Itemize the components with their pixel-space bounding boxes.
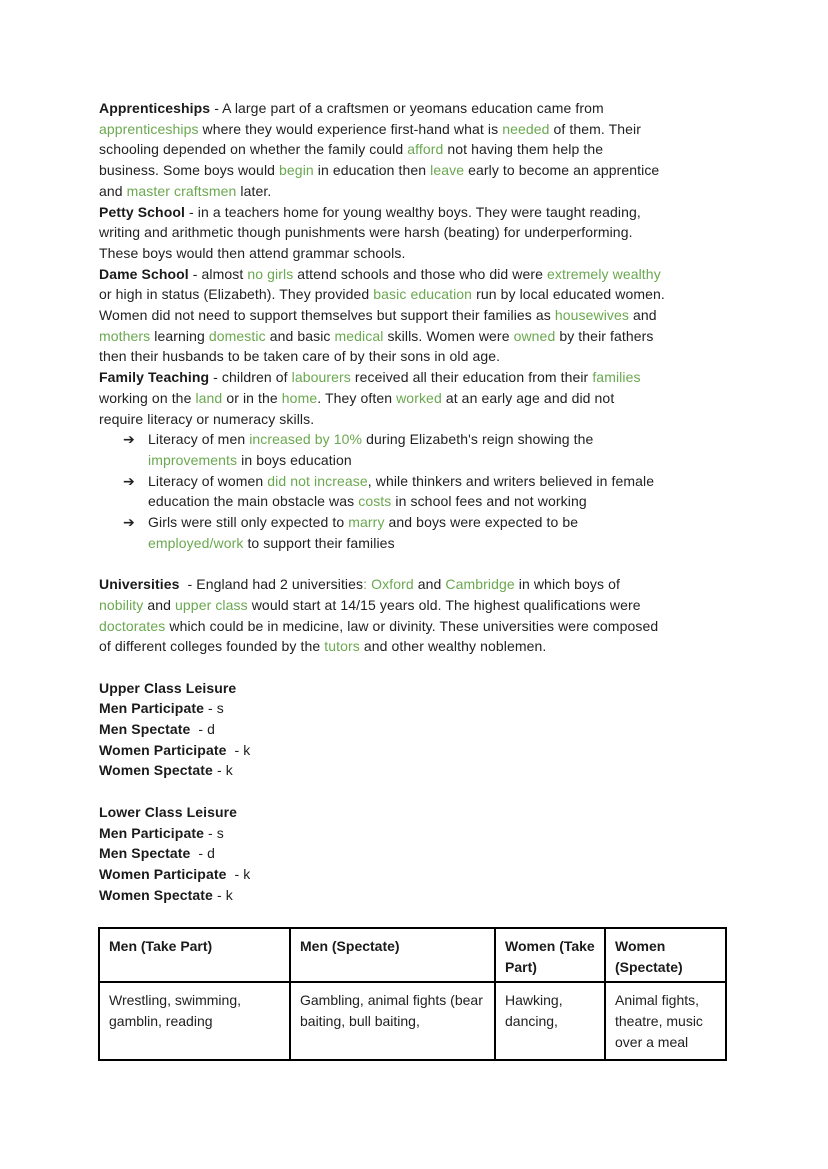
text-segment: - s [203,824,224,841]
text-segment: - in a teachers home for young wealthy boys. They were taught reading, [185,203,641,220]
text-segment: then their husbands to be taken care of by their sons in old age. [99,348,501,365]
apprenticeships-paragraph [99,98,729,202]
text-line [99,367,729,388]
text-line [99,533,729,554]
text-segment: not having them help the [443,141,604,158]
text-line [99,823,729,844]
text-line [99,616,729,637]
text-segment: - d [190,721,216,738]
text-segment: Women did not need to support themselves but support their families as [99,307,555,324]
literacy-bullet-list [99,429,729,553]
text-segment: - k [226,741,251,758]
text-segment: Upper Class Leisure [99,679,237,696]
table-header-row [99,928,726,982]
bullet-list-item [99,512,729,553]
text-segment: attend schools and those who did were [293,265,548,282]
text-segment: Literacy of men [148,431,250,448]
lower-class-leisure-list [99,802,729,906]
text-line [99,388,729,409]
text-segment: costs [358,493,392,510]
text-segment: later. [236,182,272,199]
table-row [99,982,726,1060]
text-segment: home [281,389,318,406]
text-line [99,678,729,699]
text-segment: : Oxford [363,576,414,593]
text-segment: begin [279,162,314,179]
text-segment: Men Participate [99,700,204,717]
text-segment: needed [502,120,550,137]
text-segment: skills. Women were [383,327,514,344]
text-segment: master craftsmen [126,182,237,199]
text-segment: housewives [554,307,630,324]
table-cell: Wrestling, swimming, gamblin, reading [99,982,290,1060]
text-line [99,595,729,616]
text-segment: learning [150,327,209,344]
text-segment: which could be in medicine, law or divinity. These universities were composed [165,617,659,634]
text-line [99,98,729,119]
text-line [99,471,729,492]
text-segment: Apprenticeships [99,100,211,116]
text-segment: improvements [148,451,238,468]
text-line [99,326,729,347]
text-segment: and [99,182,127,199]
text-segment: did not increase [267,472,368,489]
text-segment: schooling depended on whether the family could [99,141,408,158]
blank-line [99,781,729,802]
text-segment: These boys would then attend grammar schools. [99,244,406,261]
table-header-cell: Men (Take Part) [99,928,290,982]
table-cell: Animal fights, theatre, music over a meal [605,982,726,1060]
text-segment: afford [407,141,444,158]
text-segment: apprenticeships [99,120,199,137]
text-line [99,160,729,181]
text-segment: Women Participate [99,741,227,758]
text-segment: nobility [99,596,144,613]
text-segment: - s [203,700,224,717]
blank-line [99,905,729,926]
table-header-cell: Women (Spectate) [605,928,726,982]
text-segment: Men Participate [99,824,204,841]
text-line [99,719,729,740]
text-segment: or high in status (Elizabeth). They provided [99,286,374,303]
text-segment: received all their education from their [350,369,593,386]
text-segment: labourers [291,369,351,386]
text-segment: land [195,389,223,406]
text-segment: - k [212,886,233,903]
text-segment: and basic [265,327,335,344]
text-segment: - k [226,865,251,882]
text-segment: writing and arithmetic though punishments were harsh (beating) for underperforming. [99,224,633,241]
text-segment: Dame School [99,265,189,282]
text-line [99,885,729,906]
text-segment: increased by 10% [249,431,363,448]
blank-line [99,657,729,678]
text-line [99,305,729,326]
text-line [99,346,729,367]
text-segment: Universities [99,576,180,593]
text-segment: Lower Class Leisure [99,803,238,820]
text-line [99,512,729,533]
text-segment: in boys education [237,451,352,468]
text-segment: families [592,369,641,386]
text-segment: Women Spectate [99,886,213,903]
text-segment: working on the [99,389,196,406]
text-line [99,574,729,595]
text-segment: - k [212,762,233,779]
text-segment: Women Spectate [99,762,213,779]
text-line [99,429,729,450]
petty-school-paragraph [99,202,729,264]
text-segment: leave [430,162,465,179]
family-teaching-paragraph [99,367,729,429]
text-segment: and [413,576,446,593]
text-segment: business. Some boys would [99,162,280,179]
arrow-bullet-icon: ➔ [123,472,135,489]
leisure-activities-table [98,927,727,1061]
text-line [99,139,729,160]
text-line [99,119,729,140]
text-segment: tutors [324,638,360,655]
text-segment: education the main obstacle was [148,493,359,510]
text-segment: Men Spectate [99,721,191,738]
text-segment: early to become an apprentice [464,162,660,179]
text-segment: in education then [313,162,431,179]
upper-class-leisure-list [99,678,729,782]
text-line [99,409,729,430]
arrow-bullet-icon: ➔ [123,514,135,531]
text-line [99,243,729,264]
text-line [99,202,729,223]
text-segment: or in the [222,389,282,406]
text-line [99,491,729,512]
text-segment: - children of [209,369,292,386]
text-line [99,864,729,885]
text-segment: of them. Their [549,120,642,137]
text-line [99,760,729,781]
text-line [99,181,729,202]
text-segment: and other wealthy noblemen. [359,638,547,655]
text-line [99,802,729,823]
text-segment: - England had 2 universities [179,576,364,593]
bullet-list-item [99,471,729,512]
table-cell: Hawking, dancing, [495,982,605,1060]
text-line [99,264,729,285]
text-line [99,450,729,471]
text-segment: owned [513,327,556,344]
text-segment: marry [348,514,385,531]
text-segment: Men Spectate [99,845,191,862]
text-segment: Girls were still only expected to [148,514,349,531]
text-line [99,740,729,761]
text-segment: - almost [188,265,248,282]
text-segment: doctorates [99,617,166,634]
dame-school-paragraph [99,264,729,368]
text-segment: upper class [175,596,248,613]
text-segment: by their fathers [555,327,654,344]
text-line [99,698,729,719]
text-segment: and [629,307,657,324]
text-segment: - A large part of a craftsmen or yeomans education came from [210,100,604,116]
text-segment: no girls [247,265,294,282]
blank-line [99,553,729,574]
text-segment: require literacy or numeracy skills. [99,410,315,427]
text-segment: medical [334,327,384,344]
text-segment: at an early age and did not [441,389,615,406]
table-header-cell: Women (Take Part) [495,928,605,982]
text-segment: in which boys of [514,576,620,593]
text-line [99,222,729,243]
text-segment: Family Teaching [99,369,210,386]
text-segment: to support their families [243,534,395,551]
bullet-list-item [99,429,729,470]
arrow-bullet-icon: ➔ [123,431,135,448]
text-segment: , while thinkers and writers believed in female [367,472,655,489]
text-segment: mothers [99,327,151,344]
text-segment: of different colleges founded by the [99,638,325,655]
text-segment: . They often [317,389,397,406]
text-segment: Literacy of women [148,472,268,489]
text-segment: - d [190,845,216,862]
text-segment: and [143,596,176,613]
table-cell: Gambling, animal fights (bear baiting, bull baiting, [290,982,495,1060]
universities-paragraph [99,574,729,657]
text-segment: during Elizabeth's reign showing the [362,431,594,448]
text-line [99,843,729,864]
text-segment: employed/work [148,534,244,551]
text-segment: where they would experience first-hand what is [198,120,503,137]
table-header-cell: Men (Spectate) [290,928,495,982]
text-segment: Petty School [99,203,185,220]
document-content [99,98,729,1061]
text-segment: basic education [373,286,473,303]
text-segment: run by local educated women. [472,286,665,303]
text-segment: domestic [208,327,266,344]
text-line [99,284,729,305]
text-line [99,636,729,657]
text-segment: and boys were expected to be [384,514,579,531]
text-segment: would start at 14/15 years old. The highest qualifications were [247,596,641,613]
text-segment: worked [396,389,442,406]
text-segment: extremely wealthy [547,265,661,282]
text-segment: Women Participate [99,865,227,882]
text-segment: Cambridge [445,576,515,593]
text-segment: in school fees and not working [391,493,587,510]
